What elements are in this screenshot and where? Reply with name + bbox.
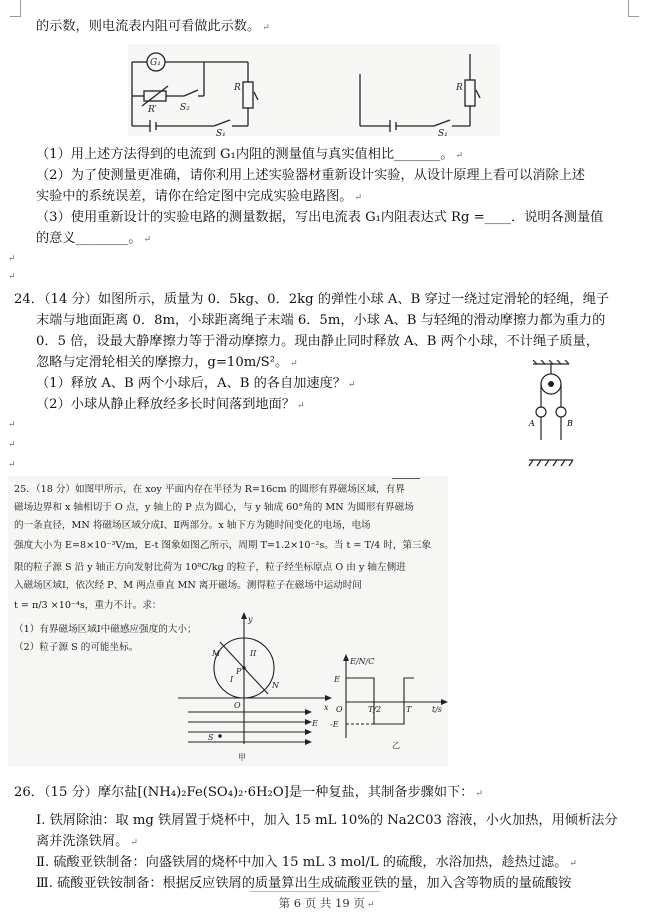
q25-line-1: 25．（18 分）如图甲所示，在 xoy 平面内存在半径为 R=16cm 的圆形有界磁场区域，有界 — [14, 484, 405, 495]
q26-line-1: 26．（15 分）摩尔盐[(NH₄)₂Fe(SO₄)₂·6H₂O]是一种复盐，其制备步骤如下： ↵ — [14, 785, 483, 800]
q24-line-4: 忽略与定滑轮相关的摩擦力，g=10m/S²。 ↵ — [36, 355, 298, 370]
q26-line-5: Ⅲ. 硫酸亚铁铵制备：根据反应铁屑的质量算出生成硫酸亚铁的量，加入含等物质的量硫酸铵 — [36, 876, 572, 891]
corner-mark-left — [10, 0, 21, 17]
q25-line-9: （2）粒子源 S 的可能坐标。 — [14, 642, 139, 653]
q25-line-2: 磁场边界和 x 轴相切于 O 点，y 轴上的 P 点为圆心，与 y 轴成 60°角的 MN 为圆形有界磁场 — [14, 502, 414, 513]
label-s1-left: S₁ — [216, 129, 226, 136]
yi-o: O — [336, 705, 343, 714]
footer-rule — [250, 891, 380, 892]
q23-line-3: 实验中的系统误差，请你在给定图中完成实验电路图。 ↵ — [36, 189, 363, 204]
yi-ylabel: E/N/C — [350, 657, 375, 666]
q24-line-5: （1）释放 A、B 两个小球后，A、B 的各自加速度？ ↵ — [36, 376, 356, 391]
jia-e: E — [312, 719, 318, 728]
yi-half: T/2 — [368, 705, 382, 714]
q25-line-3: 的一条直径，MN 将磁场区域分成Ⅰ、Ⅱ两部分。x 轴下方为随时间变化的电场，电场 — [14, 520, 371, 531]
q25-line-8: （1）有界磁场区域Ⅰ中磁感应强度的大小； — [14, 624, 197, 635]
label-s1-right: S₁ — [438, 129, 448, 136]
ball-b-label: B — [567, 419, 573, 428]
q25-line-4: 强度大小为 E=8×10⁻³V/m，E-t 图象如图乙所示，周期 T=1.2×10⁻²s。当 t = T/4 时，第三象 — [14, 540, 432, 551]
q24-line-3: 0．5 倍，设最大静摩擦力等于滑动摩擦力。现由静止同时释放 A、B 两个小球，不计绳子质量， — [36, 334, 599, 349]
ball-a-label: A — [529, 419, 535, 428]
empty-para-4: ↵ — [8, 440, 16, 450]
q24-line-6: （2）小球从静止释放经多长时间落到地面？ ↵ — [36, 397, 305, 412]
q23-line-5: 的意义________。 ↵ — [36, 231, 152, 246]
jia-p: P — [236, 667, 242, 676]
jia-x: x — [324, 703, 329, 712]
q26-line-4: Ⅱ. 硫酸亚铁制备：向盛铁屑的烧杯中加入 15 mL 3 mol/L 的硫酸，水浴加热，趁热过滤。 ↵ — [36, 855, 577, 870]
empty-para-1: ↵ — [8, 254, 16, 264]
label-s2: S₂ — [180, 103, 190, 113]
q23-line-2: （2）为了使测量更准确，请你利用上述实验器材重新设计实验，从设计原理上看可以消除上述 — [36, 168, 586, 183]
pulley-figure — [527, 360, 575, 468]
label-rprime: R′ — [148, 105, 157, 115]
q26-line-2: Ⅰ. 铁屑除油：取 mg 铁屑置于烧杯中，加入 15 mL 10%的 Na2C03 溶液，小火加热，用倾析法分 — [36, 813, 618, 828]
q25-line-5: 限的粒子源 S 沿 y 轴正方向发射比荷为 10⁸C/kg 的粒子，粒子经坐标原点 O 由 y 轴左侧进 — [14, 562, 406, 573]
q23-line-1: （1）用上述方法得到的电流到 G₁内阻的测量值与真实值相比_______。 ↵ — [36, 147, 463, 162]
yi-e: E — [334, 675, 340, 684]
empty-para-3: ↵ — [8, 420, 16, 430]
empty-para-2: ↵ — [8, 272, 16, 282]
yi-tunit: t/s — [432, 705, 443, 714]
yi-caption: 乙 — [392, 741, 400, 750]
jia-n: N — [272, 681, 279, 690]
yi-neg-e: -E — [330, 720, 339, 729]
q24-line-1: 24．（14 分）如图所示，质量为 0．5kg、0．2kg 的弹性小球 A、B 穿过一绕过定滑轮的轻绳，绳子 — [14, 292, 610, 307]
yi-t: T — [406, 705, 412, 714]
q25-line-6: 入磁场区域Ⅰ，依次经 P、M 两点垂直 MN 离开磁场。测得粒子在磁场中运动时间 — [14, 580, 362, 591]
q23-line-4: （3）使用重新设计的实验电路的测量数据，写出电流表 G₁内阻表达式 Rg =____．说明各测量值 — [36, 210, 604, 225]
jia-i: I — [230, 675, 234, 684]
jia-m: M — [212, 649, 221, 658]
empty-para-5: ↵ — [8, 460, 16, 470]
label-r-left: R — [234, 83, 241, 93]
q25-line-7: t = π/3 ×10⁻⁴s，重力不计。求： — [14, 600, 162, 611]
jia-y: y — [248, 615, 253, 624]
jia-o: O — [234, 701, 241, 710]
corner-mark-right — [628, 0, 639, 17]
scan-dash — [392, 478, 420, 479]
jia-ii: II — [250, 649, 257, 658]
figure-jia — [178, 612, 334, 764]
jia-caption: 甲 — [238, 753, 246, 762]
page-footer: 第 6 页 共 19 页 ↵ — [278, 896, 375, 910]
figure-yi — [326, 654, 450, 754]
intro-line: 的示数，则电流表内阻可看做此示数。 ↵ — [36, 19, 270, 34]
q26-line-3: 离并洗涤铁屑。 ↵ — [36, 834, 138, 849]
label-g1: G₁ — [150, 58, 161, 68]
q24-line-2: 末端与地面距离 0．8m，小球距离绳子末端 6．5m，小球 A、B 与轻绳的滑动摩擦力都为重力的 — [36, 313, 606, 328]
jia-s: S — [208, 733, 214, 742]
label-r-right: R — [456, 83, 463, 93]
circuit-figure — [128, 44, 500, 136]
